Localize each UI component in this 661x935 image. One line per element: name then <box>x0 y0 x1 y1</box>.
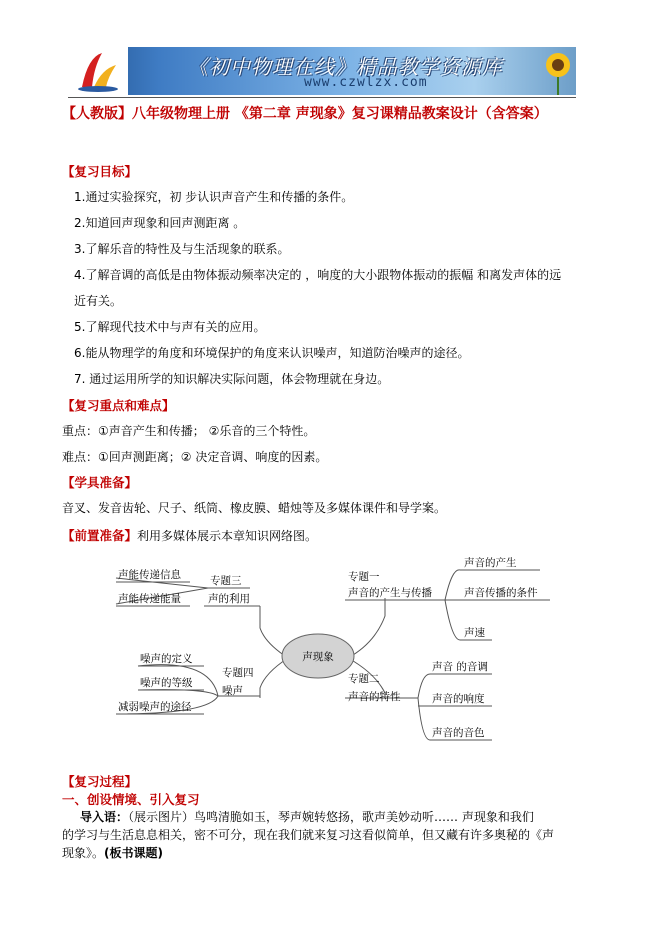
process-subheading: 一、创设情境、引入复习 <box>62 792 200 807</box>
mindmap-leaf: 声音传播的条件 <box>464 587 538 599</box>
goal-item: 6.能从物理学的角度和环境保护的角度来认识噪声，知道防治噪声的途径。 <box>74 346 470 360</box>
document-title: 【人教版】八年级物理上册 《第二章 声现象》复习课精品教案设计（含答案） <box>62 106 548 122</box>
goal-item: 1.通过实验探究，初 步认识声音产生和传播的条件。 <box>74 190 354 204</box>
goal-item: 近有关。 <box>74 294 123 308</box>
mindmap-leaf: 声音的响度 <box>432 693 485 705</box>
site-logo-icon <box>68 47 128 95</box>
key-points-heading: 【复习重点和难点】 <box>62 398 175 413</box>
goal-item: 5.了解现代技术中与声有关的应用。 <box>74 320 266 334</box>
mindmap-leaf: 噪声的等级 <box>140 677 193 689</box>
intro-text: （展示图片）鸟鸣清脆如玉，琴声婉转悠扬，歌声美妙动听…… 声现象和我们 <box>128 810 534 824</box>
banner-url: www.czwlzx.com <box>304 75 428 90</box>
mindmap-topic1-label: 专题一 <box>348 571 380 583</box>
intro-line <box>62 844 163 861</box>
tools-text: 音叉、发音齿轮、尺子、纸筒、橡皮膜、蜡烛等及多媒体课件和导学案。 <box>62 501 447 515</box>
tools-heading: 【学具准备】 <box>62 475 138 490</box>
mindmap-leaf: 声能传递信息 <box>118 569 181 581</box>
mindmap-leaf: 声音的音色 <box>432 727 485 739</box>
mindmap-center-label: 声现象 <box>302 651 334 663</box>
mindmap-topic3-label: 专题三 <box>210 575 242 587</box>
intro-line <box>80 808 534 825</box>
process-heading: 【复习过程】 <box>62 774 138 789</box>
intro-tag: (板书课题) <box>104 846 163 860</box>
goal-item: 7. 通过运用所学的知识解决实际问题，体会物理就在身边。 <box>74 372 390 386</box>
goal-item: 2.知道回声现象和回声测距离 。 <box>74 216 246 230</box>
mindmap-leaf: 噪声的定义 <box>140 653 193 665</box>
mindmap-leaf: 声速 <box>464 627 485 639</box>
prep-line <box>62 525 317 544</box>
intro-label: 导入语： <box>80 810 129 824</box>
mindmap-topic2-label: 专题二 <box>348 673 380 685</box>
intro-text: 现象》。 <box>62 846 105 860</box>
mindmap-topic2-label: 声音的特性 <box>348 691 401 703</box>
goal-item: 3.了解乐音的特性及与生活现象的联系。 <box>74 242 290 256</box>
mindmap-topic1-label: 声音的产生与传播 <box>348 587 432 599</box>
prep-heading: 【前置准备】 <box>62 528 138 543</box>
mindmap-leaf: 声音 的音调 <box>432 661 488 673</box>
banner-title: 《初中物理在线》精品教学资源库 <box>188 55 503 79</box>
sunflower-icon <box>538 47 576 95</box>
difficult-points-text: 难点：①回声测距离；② 决定音调、响度的因素。 <box>62 450 328 464</box>
mindmap-leaf: 声能传递能量 <box>118 593 181 605</box>
knowledge-mindmap <box>100 548 570 758</box>
prep-text: 利用多媒体展示本章知识网络图。 <box>137 529 318 543</box>
mindmap-topic3-label: 声的利用 <box>208 593 250 605</box>
mindmap-leaf: 减弱噪声的途径 <box>118 701 192 713</box>
header-banner <box>68 47 576 95</box>
intro-line: 的学习与生活息息相关，密不可分，现在我们就来复习这看似简单，但又藏有许多奥秘的《声 <box>62 828 555 842</box>
mindmap-topic4-label: 专题四 <box>222 667 254 679</box>
key-points-text: 重点：①声音产生和传播； ②乐音的三个特性。 <box>62 424 316 438</box>
goals-heading: 【复习目标】 <box>62 164 138 179</box>
mindmap-leaf: 声音的产生 <box>464 557 517 569</box>
mindmap-topic4-label: 噪声 <box>222 685 243 697</box>
goal-item: 4.了解音调的高低是由物体振动频率决定的 ，响度的大小跟物体振动的振幅 和离发声体的远 <box>74 268 562 282</box>
header-divider <box>68 97 576 98</box>
